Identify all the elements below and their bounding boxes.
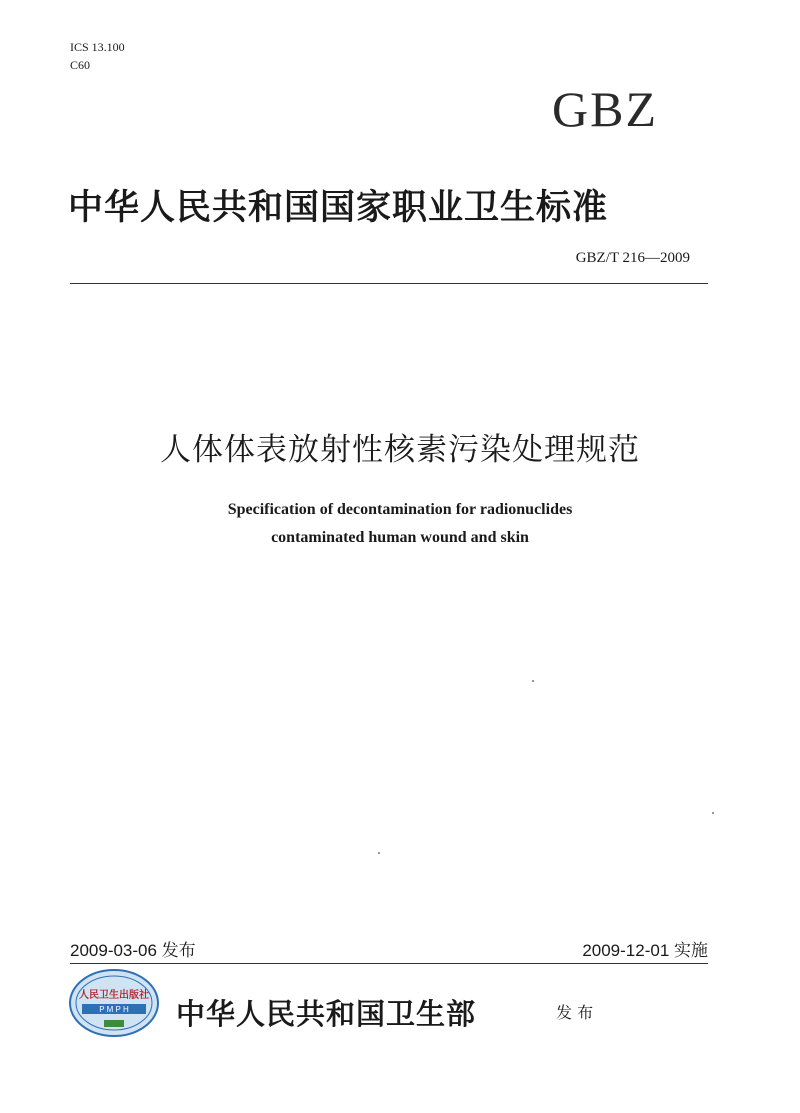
standard-type-title: 中华人民共和国国家职业卫生标准 [68, 188, 609, 228]
standard-code: GBZ/T 216—2009 [575, 250, 690, 266]
bottom-divider [70, 963, 708, 964]
scan-speck [532, 680, 534, 682]
publisher-logo [68, 968, 160, 1038]
title-en-line-1: Specification of decontamination for radionuclides [227, 501, 573, 518]
issue-date: 2009-03-06 发布 [70, 941, 196, 960]
document-title-zh: 人体体表放射性核素污染处理规范 [160, 432, 640, 468]
classification-block [70, 38, 125, 74]
issue-word: 发 布 [556, 1003, 594, 1022]
top-divider [70, 283, 708, 284]
svg-text:P M P H: P M P H [99, 1005, 129, 1014]
effective-date: 2009-12-01 实施 [582, 941, 708, 960]
document-title-en [0, 496, 800, 552]
scan-speck [712, 812, 714, 814]
ics-code: ICS 13.100 [70, 40, 125, 54]
issuer-name: 中华人民共和国卫生部 [176, 997, 477, 1031]
gbz-brand: GBZ [552, 81, 658, 137]
ccs-code: C60 [70, 58, 91, 72]
title-en-line-2: contaminated human wound and skin [271, 529, 529, 546]
scan-speck [378, 852, 380, 854]
svg-text:人民卫生出版社: 人民卫生出版社 [79, 990, 149, 1001]
